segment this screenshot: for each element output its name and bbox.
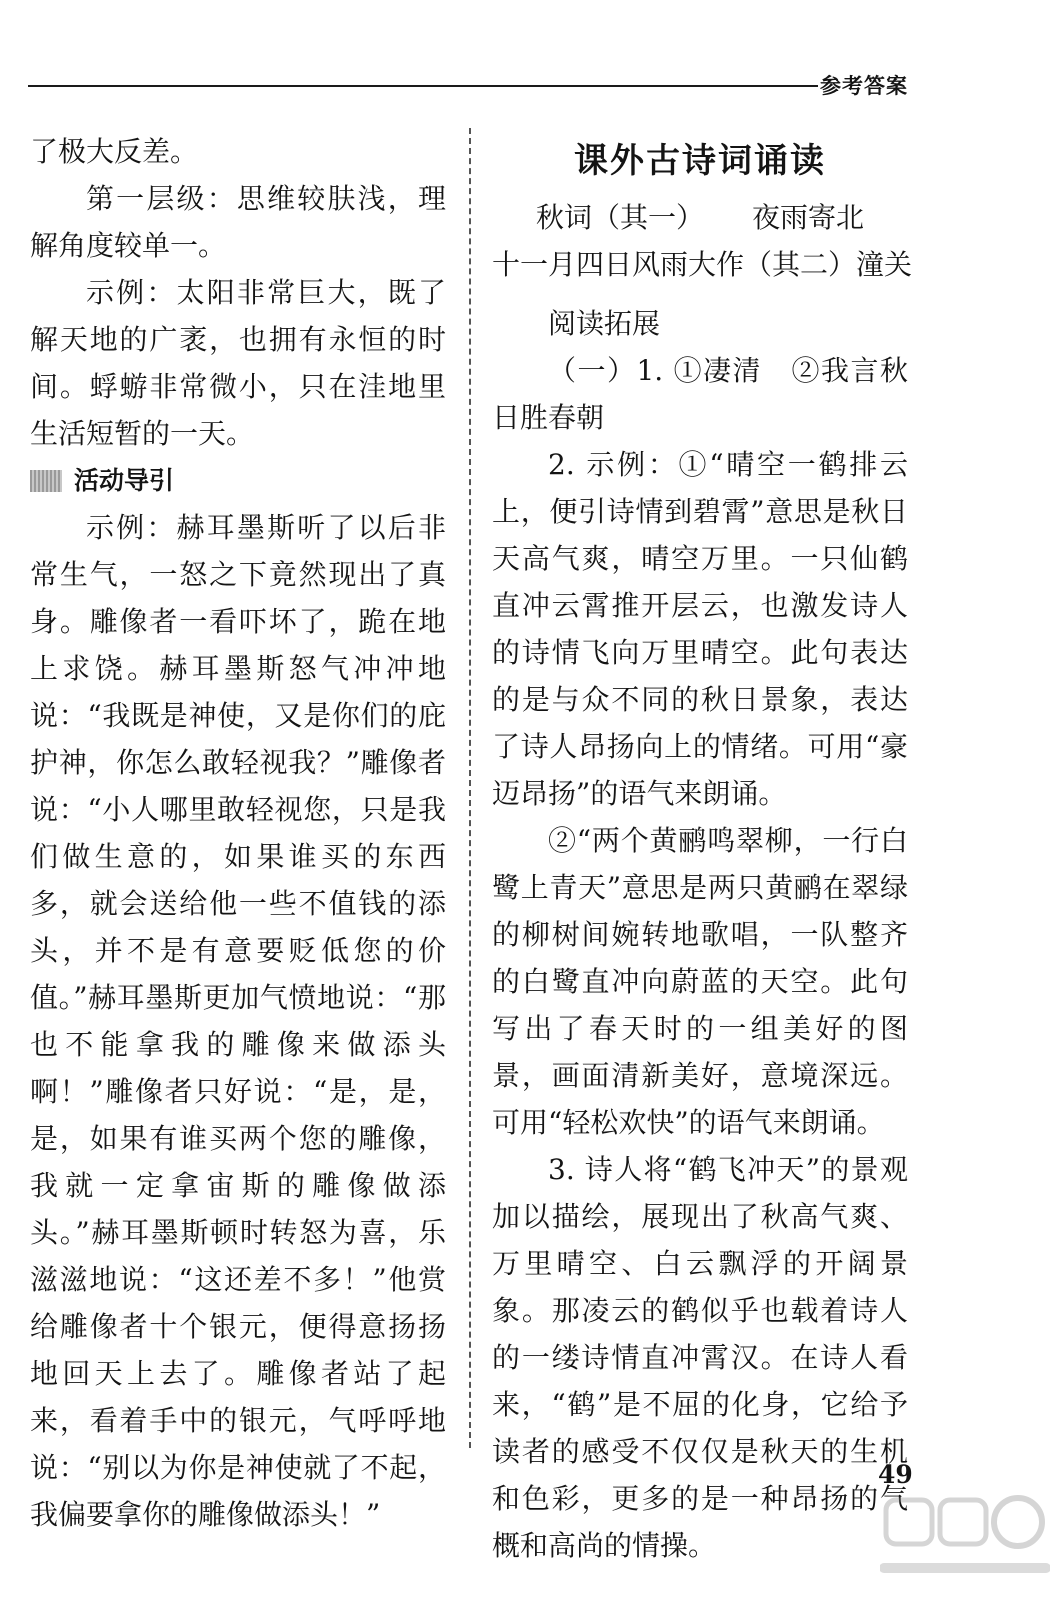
section-title-main: 课外古诗词诵读 (574, 141, 826, 181)
poem-title-shiyiyue: 十一月四日风雨大作（其二） (492, 248, 857, 281)
left-paragraph-4: 示例：赫耳墨斯听了以后非常生气，一怒之下竟然现出了真身。雕像者一看吓坏了，跪在地上求饶。赫耳墨斯怒气冲冲地说：“我既是神使，又是你们的庇护神，你怎么敢轻视我？”雕像者说：“小人哪里敢轻视您，只是我们做生意的，如果谁买的东西多，就会送给他一些不值钱的添头，并不是有意要贬低您的价值。”赫耳墨斯更加气愤地说：“那也不能拿我的雕像来做添头啊！”雕像者只好说：“是，是，是，如果有谁买两个您的雕像，我就一定拿宙斯的雕像做添头。”赫耳墨斯顿时转怒为喜，乐滋滋地说：“这还差不多！”他赏给雕像者十个银元，便得意扬扬地回天上去了。雕像者站了起来，看着手中的银元，气呼呼地说：“别以为你是神使就了不起，我偏要拿你的雕像做添头！” (30, 511, 446, 1531)
answer-q1: （一）1. ①凄清 ②我言秋日胜春朝 (492, 354, 908, 434)
section-heading (30, 457, 446, 504)
left-column (30, 128, 446, 1538)
answer-q3: 3. 诗人将“鹤飞冲天”的景观加以描绘，展现出了秋高气爽、万里晴空、白云飘浮的开阔景象。那凌云的鹤似乎也载着诗人的一缕诗情直冲霄汉。在诗人看来，“鹤”是不屈的化身，它给予读者的感受不仅仅是秋天的生机和色彩，更多的是一种昂扬的气概和高尚的情操。 (492, 1153, 908, 1562)
answer-q2a: 2. 示例：①“晴空一鹤排云上，便引诗情到碧霄”意思是秋日天高气爽，晴空万里。一只仙鹤直冲云霄推开层云，也激发诗人的诗情飞向万里晴空。此句表达的是与众不同的秋日景象，表达了诗人昂扬向上的情绪。可用“豪迈昂扬”的语气来朗诵。 (492, 448, 908, 810)
header-label: 参考答案 (820, 74, 908, 98)
header-rule (28, 85, 818, 87)
page-header (28, 66, 908, 106)
page-number: 49 (878, 1460, 913, 1489)
left-paragraph-2: 第一层级：思维较肤浅，理解角度较单一。 (30, 182, 446, 262)
left-paragraph-3: 示例：太阳非常巨大，既了解天地的广袤，也拥有永恒的时间。蜉蝣非常微小，只在洼地里生活短暂的一天。 (30, 276, 446, 450)
watermark-logo (880, 1492, 1050, 1592)
poem-title-yeyujibei: 夜雨寄北 (752, 201, 865, 234)
reading-label: 阅读拓展 (548, 307, 661, 340)
left-paragraph-1: 了极大反差。 (30, 135, 199, 168)
poem-title-qiuci: 秋词（其一） (535, 201, 704, 234)
poem-title-tongguan: 潼关 (856, 248, 913, 281)
answer-q2b: ②“两个黄鹂鸣翠柳，一行白鹭上青天”意思是两只黄鹂在翠绿的柳树间婉转地歌唱，一队整齐的白鹭直冲向蔚蓝的天空。此句写出了春天时的一组美好的图景，画面清新美好，意境深远。可用“轻松欢快”的语气来朗诵。 (492, 824, 908, 1139)
right-column (492, 128, 913, 1569)
section-title: 活动导引 (74, 466, 175, 495)
poem-titles-row-1 (492, 194, 908, 241)
column-divider (469, 128, 471, 1448)
section-marker-icon (30, 470, 62, 492)
poem-titles-row-2 (492, 241, 913, 288)
